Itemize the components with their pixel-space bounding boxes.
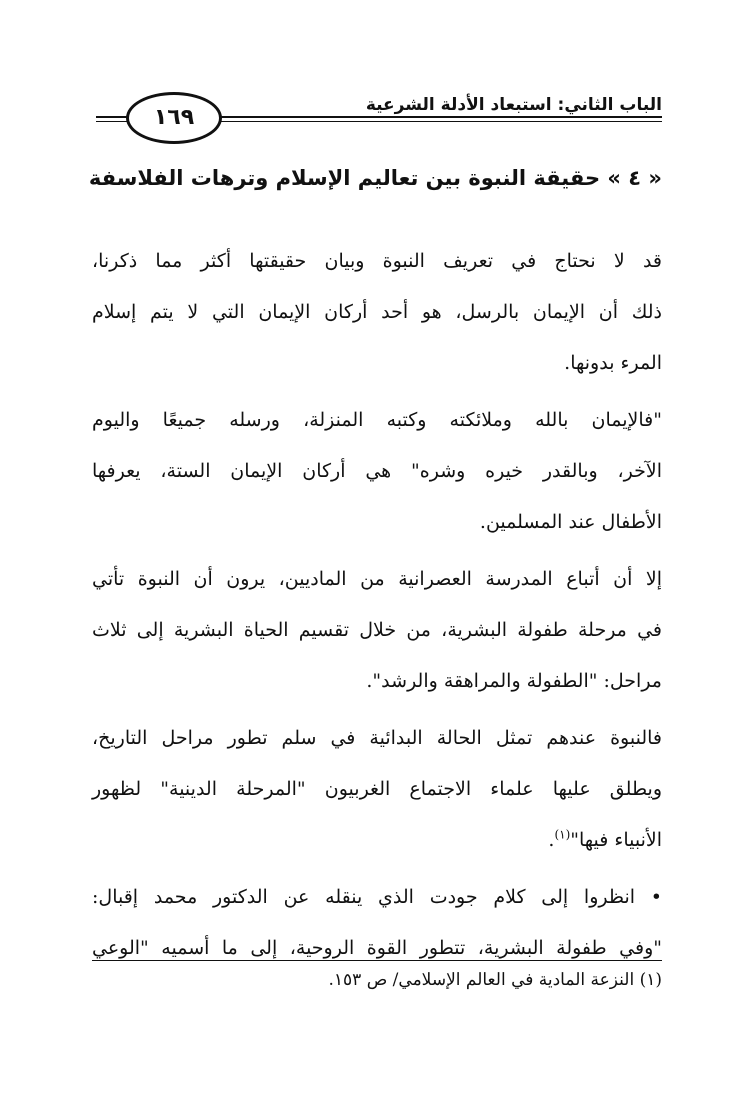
text-line: الآخر، وبالقدر خيره وشره" هي أركان الإيمان الستة، يعرفها	[92, 460, 662, 482]
footnote-rule	[92, 960, 662, 961]
text-line: ذلك أن الإيمان بالرسل، هو أحد أركان الإيمان التي لا يتم إسلام	[92, 301, 662, 323]
paragraph-5	[92, 872, 662, 974]
text-line: مراحل: "الطفولة والمراهقة والرشد".	[366, 670, 662, 692]
text-line: إلا أن أتباع المدرسة العصرانية من الماديين، يرون أن النبوة تأتي	[92, 568, 662, 590]
text-line: "وفي طفولة البشرية، تتطور القوة الروحية، إلى ما أسميه "الوعي	[92, 937, 662, 959]
text-line: الأطفال عند المسلمين.	[479, 511, 662, 533]
text-line: المرء بدونها.	[564, 352, 662, 374]
footnote: (١) النزعة المادية في العالم الإسلامي/ ص ١٥٣.	[328, 970, 662, 990]
running-header	[96, 92, 662, 146]
text-line: ويطلق عليها علماء الاجتماع الغربيون "المرحلة الدينية" لظهور	[92, 778, 662, 800]
text-line: في مرحلة طفولة البشرية، من خلال تقسيم الحياة البشرية إلى ثلاث	[92, 619, 662, 641]
page-number: ١٦٩	[126, 92, 222, 144]
chapter-title: الباب الثاني: استبعاد الأدلة الشرعية	[358, 95, 662, 115]
footnote-reference: (١)	[554, 827, 571, 842]
text-line	[92, 815, 662, 866]
text-line: فالنبوة عندهم تمثل الحالة البدائية في سلم تطور مراحل التاريخ،	[92, 727, 662, 749]
body-text	[92, 236, 662, 974]
text-line: "فالإيمان بالله وملائكته وكتبه المنزلة، ورسله جميعًا واليوم	[92, 409, 662, 431]
paragraph-2	[92, 395, 662, 548]
line-end-punctuation: .	[548, 829, 555, 851]
text-line: • انظروا إلى كلام جودت الذي ينقله عن الدكتور محمد إقبال:	[92, 886, 662, 908]
paragraph-1	[92, 236, 662, 389]
paragraph-3	[92, 554, 662, 707]
section-heading: « ٤ » حقيقة النبوة بين تعاليم الإسلام وترهات الفلاسفة	[88, 166, 662, 190]
text-line: قد لا نحتاج في تعريف النبوة وبيان حقيقتها أكثر مما ذكرنا،	[92, 250, 662, 272]
paragraph-4	[92, 713, 662, 866]
text-line-content: الأنبياء فيها"	[570, 829, 662, 851]
